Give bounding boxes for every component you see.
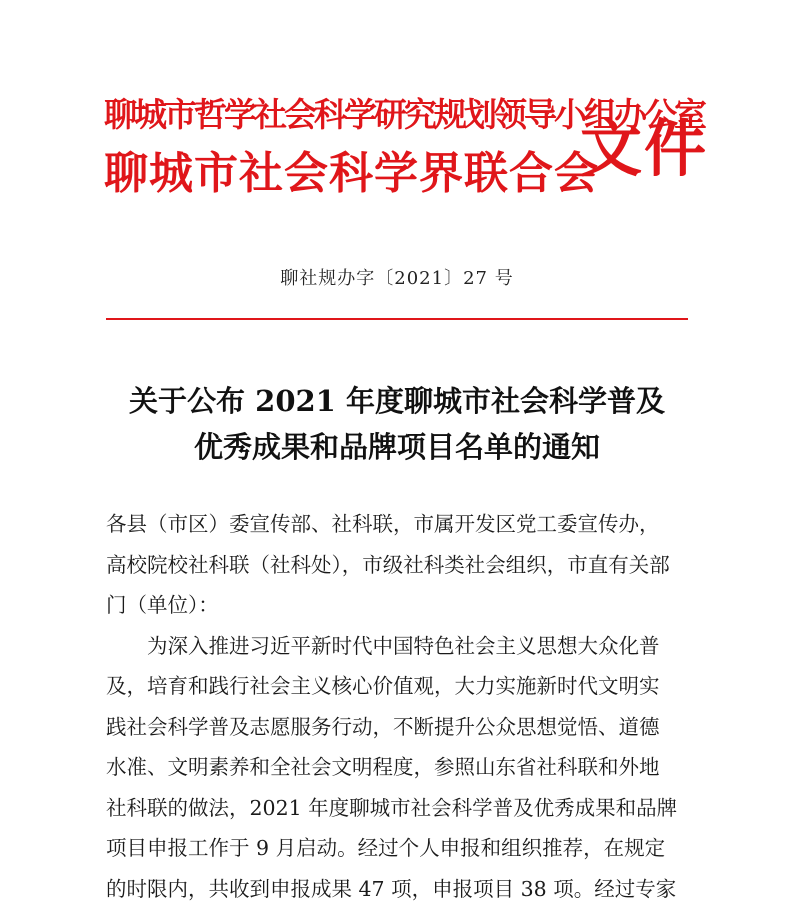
paragraph-line-5: 社科联的做法，2021 年度聊城市社会科学普及优秀成果和品牌 — [106, 795, 678, 820]
notice-title-line-1: 关于公布 2021 年度聊城市社会科学普及 — [129, 384, 665, 418]
red-divider-line — [106, 318, 688, 320]
notice-title — [0, 378, 794, 470]
issuing-org-2: 聊城市社会科学界联合会 — [104, 148, 599, 199]
paragraph-line-1: 为深入推进习近平新时代中国特色社会主义思想大众化普 — [147, 633, 660, 658]
paragraph-line-6: 项目申报工作于 9 月启动。经过个人申报和组织推荐，在规定 — [106, 836, 666, 860]
document-number: 聊社规办字〔2021〕27 号 — [280, 268, 514, 289]
paragraph-line-2: 及，培育和践行社会主义核心价值观，大力实施新时代文明实 — [106, 674, 660, 698]
paragraph-line-7: 的时限内，共收到申报成果 47 项，申报项目 38 项。经过专家 — [106, 876, 677, 901]
issuing-org-1: 聊城市哲学社会科学研究规划领导小组办公室 — [104, 95, 704, 134]
notice-body — [106, 504, 692, 909]
addressee-line-1: 各县（市区）委宣传部、社科联，市属开发区党工委宣传办， — [106, 512, 660, 536]
document-label: 文件 — [580, 112, 709, 185]
addressee-line-3: 门（单位）： — [106, 593, 219, 617]
issuing-authority-header — [104, 88, 709, 228]
paragraph-line-4: 水准、文明素养和全社会文明程度，参照山东省社科联和外地 — [106, 755, 660, 779]
notice-title-line-2: 优秀成果和品牌项目名单的通知 — [193, 430, 600, 464]
addressee-line-2: 高校院校社科联（社科处），市级社科类社会组织，市直有关部 — [106, 552, 670, 577]
paragraph-line-3: 践社会科学普及志愿服务行动，不断提升公众思想觉悟、道德 — [106, 714, 660, 739]
